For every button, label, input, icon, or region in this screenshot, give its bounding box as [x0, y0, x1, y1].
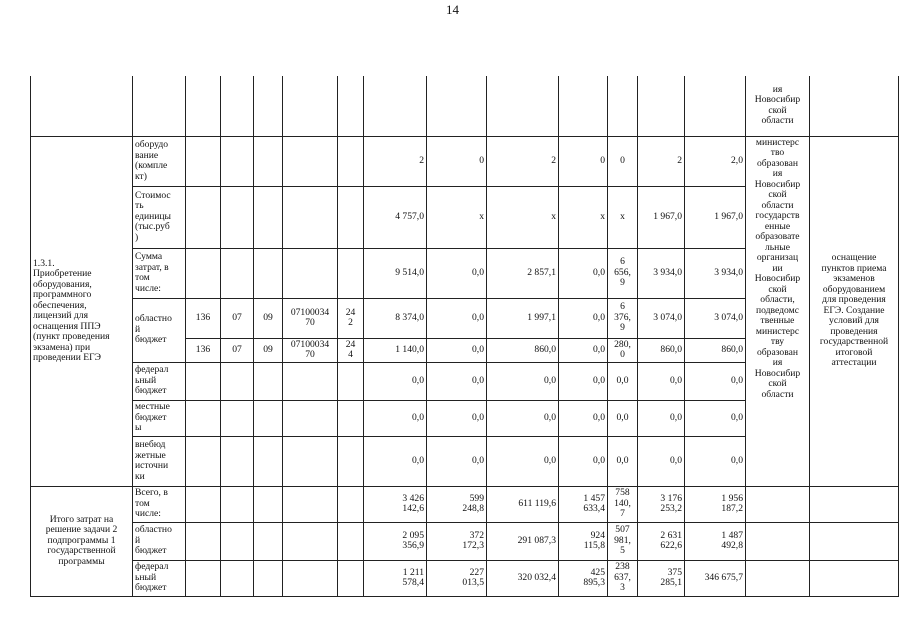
value-cell: 280, 0 — [608, 338, 638, 362]
code-cell: 07 — [221, 298, 254, 338]
total-value-cell: 1 211 578,4 — [364, 560, 427, 596]
result-cell: оснащение пунктов приема экзаменов оборудованием для проведения ЕГЭ. Создание условий для проведения государственной итоговой аттестации — [810, 136, 899, 486]
value-cell: 0,0 — [608, 400, 638, 436]
code-cell — [338, 400, 364, 436]
value-cell: 8 374,0 — [364, 298, 427, 338]
value-cell: 2 — [638, 136, 685, 186]
value-cell: 0 — [559, 136, 608, 186]
responsible-cell-continued: ия Новосибир ской области — [746, 76, 810, 136]
responsible-cell: министерс тво образован ия Новосибир ской области государств енные образовате льные организац ии Новосибир ской области, подведомс твенные министерс тву образован ия Новосибир ской области — [746, 136, 810, 486]
total-value-cell: 238 637, 3 — [608, 560, 638, 596]
empty-cell — [186, 76, 221, 136]
total-value-cell: 2 631 622,6 — [638, 522, 685, 560]
total-value-cell: 924 115,8 — [559, 522, 608, 560]
table-row-continued — [31, 76, 899, 136]
total-value-cell: 758 140, 7 — [608, 486, 638, 522]
empty-cell — [810, 560, 899, 596]
value-cell: 0,0 — [427, 298, 487, 338]
total-label: Итого затрат на решение задачи 2 подпрограммы 1 государственной программы — [31, 486, 133, 596]
empty-cell — [427, 76, 487, 136]
value-cell: 0,0 — [685, 362, 746, 400]
code-cell — [254, 186, 283, 248]
empty-cell — [283, 560, 338, 596]
empty-cell — [746, 522, 810, 560]
code-cell — [221, 136, 254, 186]
page-number: 14 — [446, 2, 459, 17]
row-label: внебюд жетные источни ки — [133, 436, 186, 486]
total-value-cell: 425 895,3 — [559, 560, 608, 596]
value-cell: 0,0 — [427, 338, 487, 362]
total-value-cell: 375 285,1 — [638, 560, 685, 596]
empty-cell — [254, 486, 283, 522]
empty-cell — [338, 486, 364, 522]
value-cell: 3 074,0 — [638, 298, 685, 338]
code-cell — [254, 136, 283, 186]
code-cell — [338, 186, 364, 248]
value-cell: 0,0 — [487, 362, 559, 400]
value-cell: 0,0 — [427, 248, 487, 298]
value-cell: 0,0 — [364, 362, 427, 400]
empty-cell — [254, 522, 283, 560]
empty-cell — [364, 76, 427, 136]
value-cell: 2 857,1 — [487, 248, 559, 298]
value-cell: 1 140,0 — [364, 338, 427, 362]
empty-cell — [186, 560, 221, 596]
value-cell: x — [608, 186, 638, 248]
value-cell: 0,0 — [638, 436, 685, 486]
value-cell: 0,0 — [685, 400, 746, 436]
value-cell: 0 — [427, 136, 487, 186]
total-value-cell: 1 457 633,4 — [559, 486, 608, 522]
code-cell — [283, 362, 338, 400]
empty-cell — [283, 522, 338, 560]
empty-cell — [254, 560, 283, 596]
activity-label: 1.3.1. Приобретение оборудования, программного обеспечения, лицензий для оснащения ППЭ (пункт проведения экзамена) при проведении ЕГЭ — [31, 136, 133, 486]
empty-cell — [31, 76, 133, 136]
empty-cell — [338, 522, 364, 560]
result-cell-empty — [810, 76, 899, 136]
total-value-cell: 611 119,6 — [487, 486, 559, 522]
total-value-cell: 1 956 187,2 — [685, 486, 746, 522]
total-value-cell: 2 095 356,9 — [364, 522, 427, 560]
code-cell — [283, 400, 338, 436]
empty-cell — [283, 76, 338, 136]
value-cell: 0,0 — [487, 436, 559, 486]
code-cell — [186, 186, 221, 248]
code-cell — [186, 248, 221, 298]
value-cell: 860,0 — [685, 338, 746, 362]
empty-cell — [186, 486, 221, 522]
code-cell — [221, 400, 254, 436]
code-cell — [338, 362, 364, 400]
value-cell: 9 514,0 — [364, 248, 427, 298]
empty-cell — [746, 560, 810, 596]
value-cell: 0,0 — [427, 436, 487, 486]
code-cell — [283, 436, 338, 486]
total-value-cell: 227 013,5 — [427, 560, 487, 596]
code-cell — [221, 248, 254, 298]
code-cell — [338, 136, 364, 186]
empty-cell — [608, 76, 638, 136]
code-cell — [254, 400, 283, 436]
total-value-cell: 3 176 253,2 — [638, 486, 685, 522]
value-cell: x — [487, 186, 559, 248]
code-cell — [254, 436, 283, 486]
value-cell: 2 — [364, 136, 427, 186]
value-cell: 0,0 — [427, 362, 487, 400]
empty-cell — [810, 486, 899, 522]
value-cell: 6 376, 9 — [608, 298, 638, 338]
code-cell — [283, 136, 338, 186]
code-cell — [338, 436, 364, 486]
budget-table — [30, 76, 899, 597]
code-cell — [221, 362, 254, 400]
value-cell: 0,0 — [685, 436, 746, 486]
empty-cell — [254, 76, 283, 136]
value-cell: x — [559, 186, 608, 248]
value-cell: 0 — [608, 136, 638, 186]
row-label: Сумма затрат, в том числе: — [133, 248, 186, 298]
empty-cell — [221, 76, 254, 136]
empty-cell — [186, 522, 221, 560]
row-label: областно й бюджет — [133, 522, 186, 560]
total-value-cell: 599 248,8 — [427, 486, 487, 522]
value-cell: 0,0 — [638, 400, 685, 436]
value-cell: 0,0 — [559, 248, 608, 298]
empty-cell — [283, 486, 338, 522]
value-cell: 1 967,0 — [638, 186, 685, 248]
empty-cell — [487, 76, 559, 136]
empty-cell — [338, 560, 364, 596]
value-cell: 0,0 — [427, 400, 487, 436]
empty-cell — [221, 560, 254, 596]
code-cell: 24 2 — [338, 298, 364, 338]
code-cell — [221, 436, 254, 486]
value-cell: 4 757,0 — [364, 186, 427, 248]
value-cell: 6 656, 9 — [608, 248, 638, 298]
row-label: федерал ьный бюджет — [133, 560, 186, 596]
code-cell: 07 — [221, 338, 254, 362]
value-cell: 0,0 — [608, 362, 638, 400]
code-cell — [186, 136, 221, 186]
value-cell: 860,0 — [638, 338, 685, 362]
code-cell: 136 — [186, 338, 221, 362]
value-cell: 0,0 — [364, 400, 427, 436]
value-cell: 1 997,1 — [487, 298, 559, 338]
row-label: местные бюджет ы — [133, 400, 186, 436]
table-row — [31, 136, 899, 186]
empty-cell — [221, 522, 254, 560]
code-cell: 09 — [254, 338, 283, 362]
value-cell: 0,0 — [559, 298, 608, 338]
value-cell: 3 934,0 — [685, 248, 746, 298]
row-label: оборудо вание (компле кт) — [133, 136, 186, 186]
total-value-cell: 3 426 142,6 — [364, 486, 427, 522]
code-cell — [254, 362, 283, 400]
code-cell: 136 — [186, 298, 221, 338]
total-value-cell: 346 675,7 — [685, 560, 746, 596]
table-body — [31, 76, 899, 596]
total-value-cell: 372 172,3 — [427, 522, 487, 560]
code-cell — [186, 436, 221, 486]
row-label: областно й бюджет — [133, 298, 186, 362]
value-cell: 0,0 — [608, 436, 638, 486]
code-cell: 09 — [254, 298, 283, 338]
total-row — [31, 560, 899, 596]
code-cell — [283, 248, 338, 298]
total-row — [31, 486, 899, 522]
value-cell: 0,0 — [559, 338, 608, 362]
row-label: Всего, в том числе: — [133, 486, 186, 522]
row-label: Стоимос ть единицы (тыс.руб ) — [133, 186, 186, 248]
value-cell: 0,0 — [559, 400, 608, 436]
total-value-cell: 1 487 492,8 — [685, 522, 746, 560]
code-cell: 07100034 70 — [283, 298, 338, 338]
code-cell — [186, 400, 221, 436]
code-cell — [221, 186, 254, 248]
value-cell: x — [427, 186, 487, 248]
value-cell: 2,0 — [685, 136, 746, 186]
empty-cell — [133, 76, 186, 136]
total-value-cell: 291 087,3 — [487, 522, 559, 560]
value-cell: 0,0 — [364, 436, 427, 486]
code-cell — [186, 362, 221, 400]
empty-cell — [338, 76, 364, 136]
total-value-cell: 320 032,4 — [487, 560, 559, 596]
empty-cell — [221, 486, 254, 522]
value-cell: 3 074,0 — [685, 298, 746, 338]
value-cell: 2 — [487, 136, 559, 186]
empty-cell — [810, 522, 899, 560]
empty-cell — [638, 76, 685, 136]
empty-cell — [685, 76, 746, 136]
total-row — [31, 522, 899, 560]
total-value-cell: 507 981, 5 — [608, 522, 638, 560]
value-cell: 0,0 — [559, 362, 608, 400]
value-cell: 860,0 — [487, 338, 559, 362]
value-cell: 0,0 — [487, 400, 559, 436]
code-cell — [283, 186, 338, 248]
code-cell — [338, 248, 364, 298]
empty-cell — [746, 486, 810, 522]
empty-cell — [559, 76, 608, 136]
code-cell — [254, 248, 283, 298]
value-cell: 0,0 — [638, 362, 685, 400]
row-label: федерал ьный бюджет — [133, 362, 186, 400]
code-cell: 07100034 70 — [283, 338, 338, 362]
value-cell: 0,0 — [559, 436, 608, 486]
value-cell: 3 934,0 — [638, 248, 685, 298]
value-cell: 1 967,0 — [685, 186, 746, 248]
code-cell: 24 4 — [338, 338, 364, 362]
